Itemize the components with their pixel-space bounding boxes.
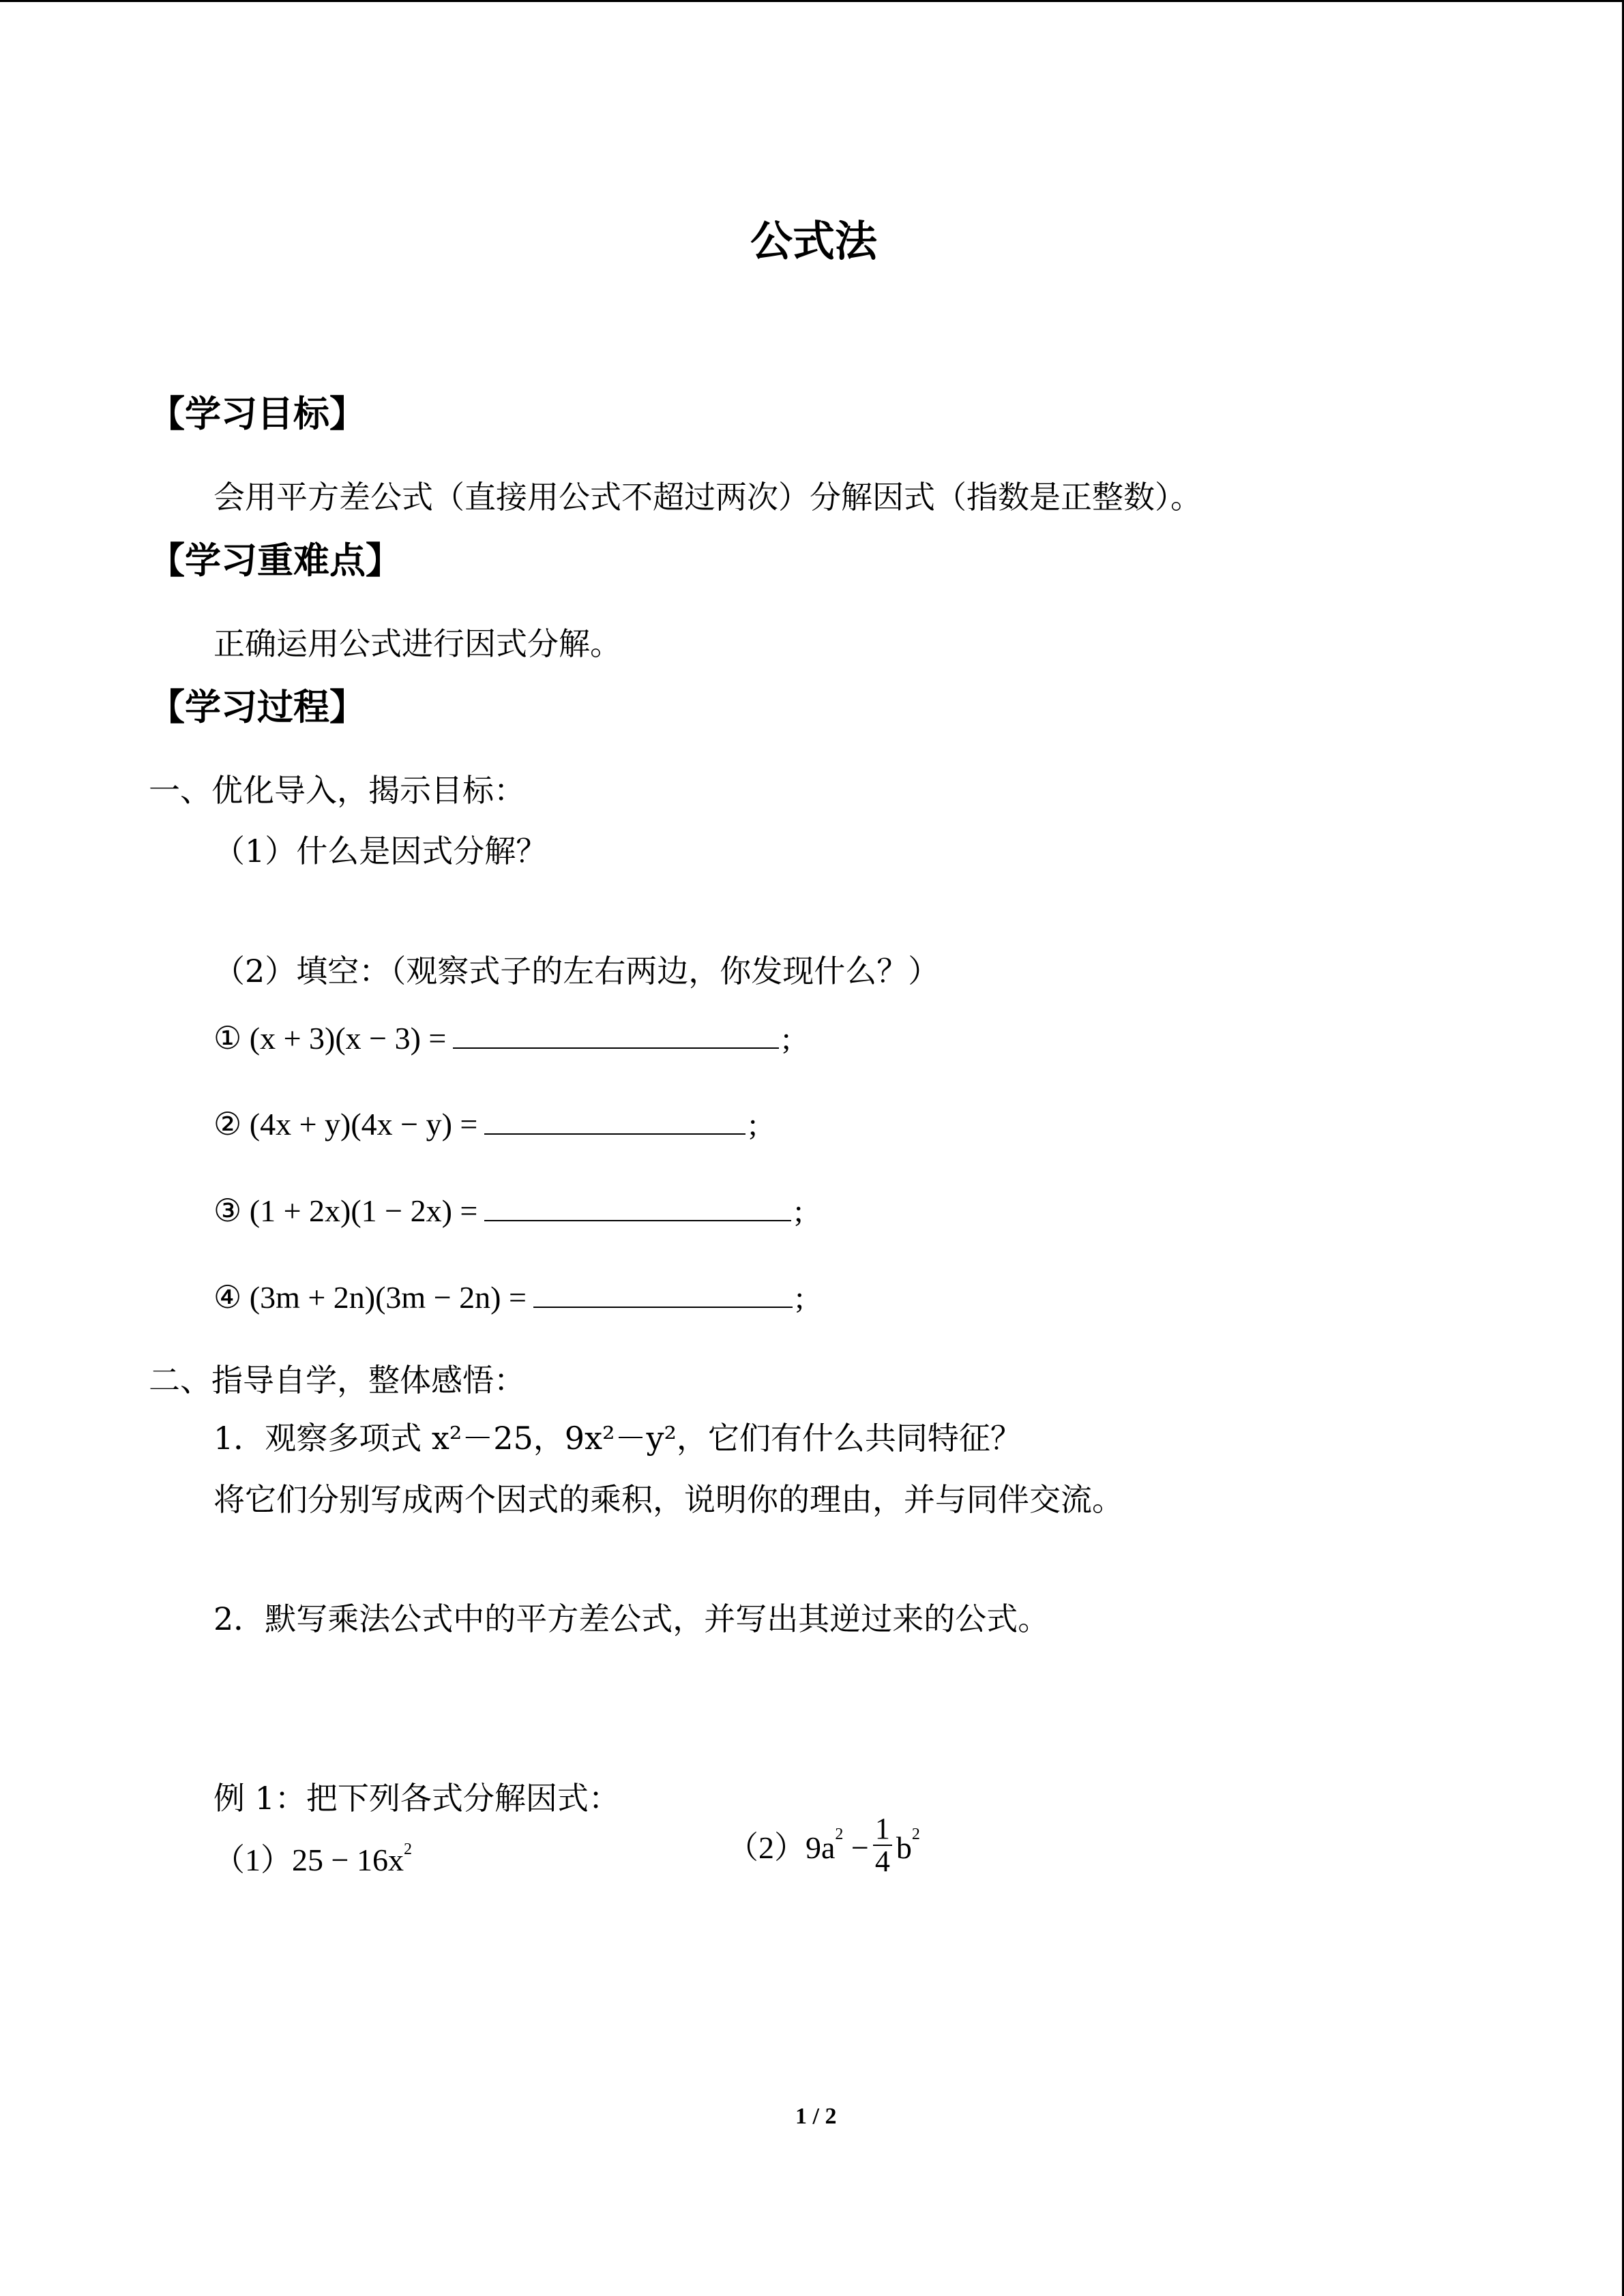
fraction-one-quarter xyxy=(873,1813,892,1877)
numerator: 1 xyxy=(873,1813,892,1846)
section2-paragraph-2: 2．默写乘法公式中的平方差公式，并写出其逆过来的公式。 xyxy=(213,1600,1050,1637)
key-difficulty-text: 正确运用公式进行因式分解。 xyxy=(213,625,621,662)
exponent: 2 xyxy=(911,1825,920,1843)
item-number: ② xyxy=(213,1107,242,1142)
fill-item-3 xyxy=(213,1193,803,1227)
section2-paragraph-1a: 1．观察多项式 x²－25，9x²－y²，它们有什么共同特征？ xyxy=(213,1420,1022,1457)
minus-sign: − xyxy=(851,1830,869,1866)
heading-key-difficulty: 【学习重难点】 xyxy=(149,540,402,582)
item-end: ; xyxy=(748,1107,758,1142)
item-number: ③ xyxy=(213,1193,242,1228)
section2-title: 二、指导自学，整体感悟： xyxy=(149,1362,525,1399)
item-number: ④ xyxy=(213,1280,242,1315)
item-end: ; xyxy=(795,1280,804,1315)
item-end: ; xyxy=(794,1193,803,1228)
question-2: （2）填空：（观察式子的左右两边，你发现什么？） xyxy=(213,953,940,989)
term-a: 9a xyxy=(806,1830,836,1866)
example-1-item-1 xyxy=(213,1840,412,1877)
item-expression: (3m + 2n)(3m − 2n) = xyxy=(249,1280,527,1315)
page-title: 公式法 xyxy=(750,216,878,266)
answer-blank[interactable] xyxy=(453,1020,779,1049)
item-number: ① xyxy=(213,1021,242,1056)
section2-paragraph-1b: 将它们分别写成两个因式的乘积，说明你的理由，并与同伴交流。 xyxy=(213,1481,1123,1518)
example-1-item-2 xyxy=(727,1812,920,1880)
exponent: 2 xyxy=(403,1840,412,1858)
item-label: （1） xyxy=(213,1843,292,1877)
denominator: 4 xyxy=(874,1845,890,1879)
fill-item-2 xyxy=(213,1106,757,1140)
term-b: b xyxy=(896,1830,912,1866)
question-1: （1）什么是因式分解？ xyxy=(213,833,548,869)
answer-blank[interactable] xyxy=(533,1279,793,1308)
item-expression: (4x + y)(4x − y) = xyxy=(249,1107,478,1142)
fill-item-4 xyxy=(213,1279,804,1313)
item-expression: (1 + 2x)(1 − 2x) = xyxy=(249,1193,478,1228)
heading-learning-process: 【学习过程】 xyxy=(149,687,366,728)
fill-item-1 xyxy=(213,1020,791,1054)
heading-learning-goal: 【学习目标】 xyxy=(149,393,366,435)
learning-goal-text: 会用平方差公式（直接用公式不超过两次）分解因式（指数是正整数）。 xyxy=(213,479,1202,516)
exponent: 2 xyxy=(835,1825,844,1843)
example-1-title: 例 1：把下列各式分解因式： xyxy=(213,1780,620,1817)
section1-title: 一、优化导入，揭示目标： xyxy=(149,772,525,809)
answer-blank[interactable] xyxy=(484,1106,745,1135)
item-label: （2） xyxy=(727,1830,806,1866)
item-expression: 25 − 16x xyxy=(292,1843,404,1877)
page-number: 1 / 2 xyxy=(795,2104,837,2129)
item-expression: (x + 3)(x − 3) = xyxy=(249,1021,447,1056)
answer-blank[interactable] xyxy=(484,1193,791,1221)
item-end: ; xyxy=(782,1021,791,1056)
